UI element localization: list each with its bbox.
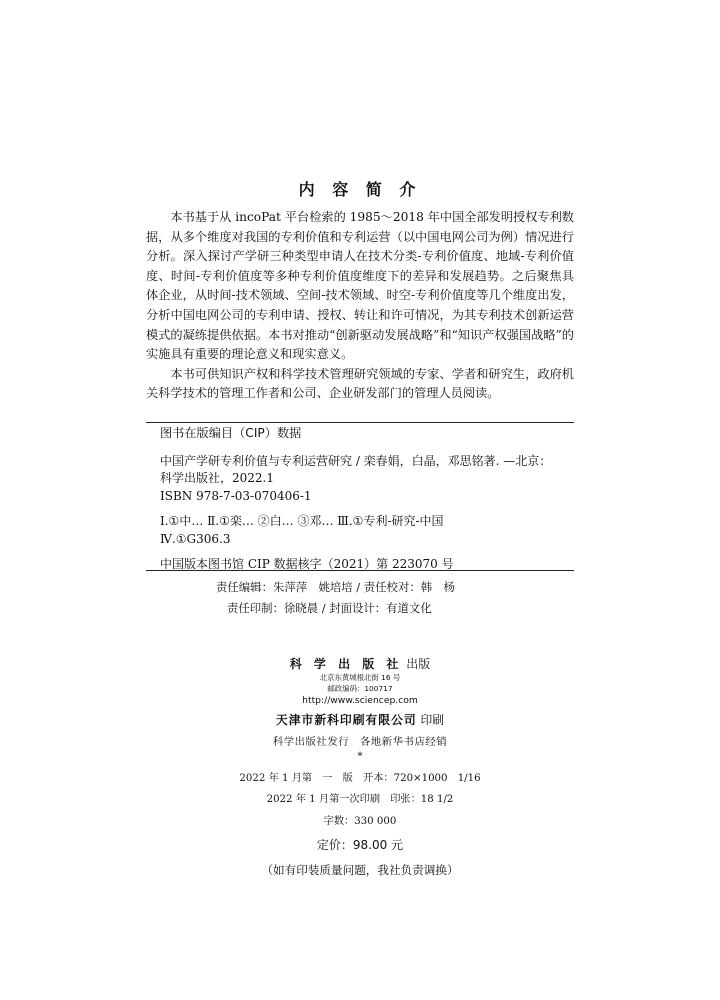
- summary-title: 内 容 简 介: [298, 180, 422, 199]
- cip-heading: 图书在版编目（CIP）数据: [160, 426, 302, 440]
- printing-line: 2022 年 1 月第一次印刷 印张：18 1/2: [266, 794, 454, 806]
- printer-line: [0, 711, 720, 728]
- credits-editors: 责任编辑：朱萍萍 姚培培 / 责任校对：韩 杨: [216, 580, 455, 594]
- divider-top: [146, 422, 574, 423]
- cip-block: [146, 425, 574, 574]
- cip-line-isbn: ISBN 978-7-03-070406-1: [160, 488, 312, 503]
- summary-paragraph-1: 本书基于从 incoPat 平台检索的 1985～2018 年中国全部发明授权专利数据，从多个维度对我国的专利价值和专利运营（以中国电网公司为例）情况进行分析。深入探讨产学研三种类型申请人在技术分类-专利价值度、地域-专利价值度、时间-专利价值度等多种专利价值度维度下的差异和发展趋势。之后聚焦具体企业，从时间-技术领域、空间-技术领域、时空-专利价值度等几个维度出发，分析中国电网公司的专利申请、授权、转让和许可情况，为其专利技术创新运营模式的凝练提供依据。本书对推动“创新驱动发展战略”和“知识产权强国战略”的实施具有重要的理论意义和现实意义。: [146, 210, 574, 362]
- cip-line-title: 中国产学研专利价值与专利运营研究 / 栾春娟，白晶，邓思铭著. —北京：: [160, 453, 552, 468]
- publisher-suffix: 出版: [406, 657, 431, 671]
- publisher-url: http://www.sciencep.com: [302, 695, 418, 706]
- divider-bottom: [146, 570, 574, 571]
- publisher-block: [0, 655, 720, 764]
- quality-notice: （如有印装质量问题，我社负责调换）: [261, 863, 459, 878]
- credits-block: [216, 577, 516, 619]
- summary-paragraph-2: 本书可供知识产权和科学技术管理研究领域的专家、学者和研究生，政府机关科学技术的管理工作者和公司、企业研发部门的管理人员阅读。: [146, 366, 574, 401]
- specification-block: [0, 768, 720, 882]
- printer-name: 天津市新科印刷有限公司: [275, 713, 417, 727]
- wordcount-line: 字数：330 000: [323, 815, 397, 827]
- separator-star: *: [357, 751, 363, 762]
- edition-line: 2022 年 1 月第 一 版 开本：720×1000 1/16: [239, 773, 481, 784]
- printer-suffix: 印刷: [420, 713, 445, 727]
- publisher-line: [0, 655, 720, 672]
- price-line: 定价：98.00 元: [316, 838, 404, 853]
- cip-line-classification-2: Ⅳ.①G306.3: [160, 531, 231, 546]
- cip-line-classification-1: Ⅰ.①中… Ⅱ.①栾… ②白… ③邓… Ⅲ.①专利-研究-中国: [160, 514, 444, 528]
- publisher-postcode: 邮政编码：100717: [327, 684, 393, 693]
- publisher-address: 北京东黄城根北街 16 号: [319, 673, 401, 682]
- cip-line-publisher: 科学出版社，2022.1: [160, 471, 274, 485]
- publisher-name: 科 学 出 版 社: [289, 657, 403, 671]
- distribution-line: 科学出版社发行 各地新华书店经销: [272, 736, 448, 748]
- cip-line-record-number: 中国版本图书馆 CIP 数据核字（2021）第 223070 号: [160, 557, 454, 571]
- summary-section: [146, 208, 574, 404]
- credits-production: 责任印制：徐晓晨 / 封面设计：有道文化: [227, 601, 432, 615]
